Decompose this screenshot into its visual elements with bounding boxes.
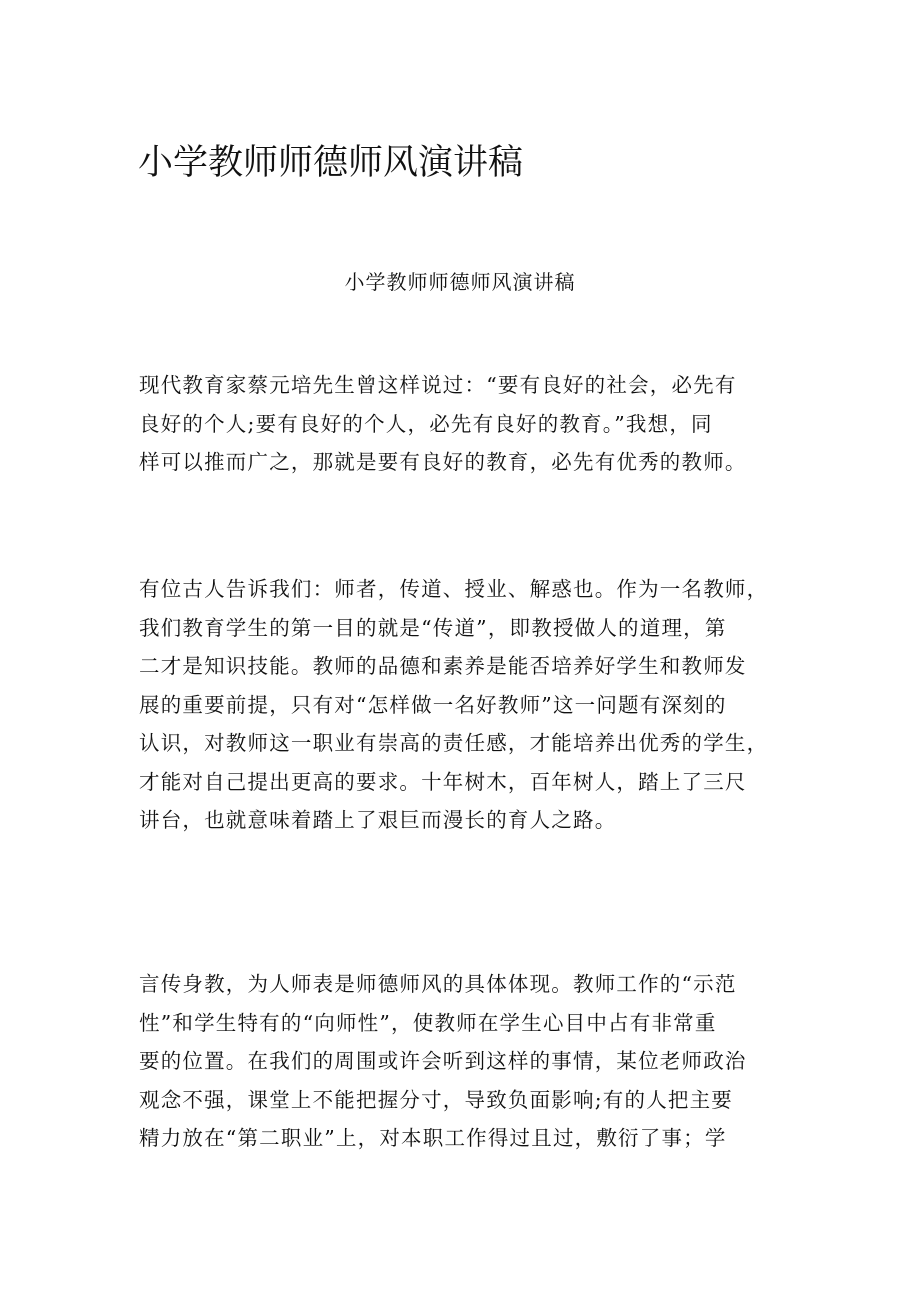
paragraph-line: 才能对自己提出更高的要求。十年树木，百年树人，踏上了三尺 [139,769,747,794]
paragraph-2 [139,570,789,840]
paragraph-line: 观念不强，课堂上不能把握分寸，导致负面影响;有的人把主要 [139,1087,734,1112]
paragraph-line: 讲台，也就意味着踏上了艰巨而漫长的育人之路。 [139,808,617,832]
paragraph-line: 样可以推而广之，那就是要有良好的教育，必先有优秀的教师。 [139,450,747,474]
paragraph-line: 展的重要前提，只有对“怎样做一名好教师”这一问题有深刻的 [139,692,727,717]
document-subtitle: 小学教师师德师风演讲稿 [344,270,576,294]
paragraph-line: 现代教育家蔡元培先生曾这样说过：“要有良好的社会，必先有 [139,373,737,397]
paragraph-1 [139,366,789,482]
paragraph-line: 良好的个人;要有良好的个人，必先有良好的教育。”我想，同 [139,411,713,436]
paragraph-line: 言传身教，为人师表是师德师风的具体体现。教师工作的“示范 [139,972,737,996]
paragraph-line: 性”和学生特有的“向师性”，使教师在学生心目中占有非常重 [139,1010,717,1035]
paragraph-line: 二才是知识技能。教师的品德和素养是能否培养好学生和教师发 [139,654,747,678]
paragraph-3 [139,965,789,1158]
paragraph-line: 我们教育学生的第一目的就是“传道”，即教授做人的道理，第 [139,615,727,640]
document-title: 小学教师师德师风演讲稿 [138,143,524,183]
paragraph-line: 有位古人告诉我们：师者，传道、授业、解惑也。作为一名教师， [139,577,769,601]
paragraph-line: 认识，对教师这一职业有崇高的责任感，才能培养出优秀的学生， [139,731,769,755]
paragraph-line: 精力放在“第二职业”上，对本职工作得过且过，敷衍了事；学 [139,1126,727,1150]
paragraph-line: 要的位置。在我们的周围或许会听到这样的事情，某位老师政治 [139,1049,747,1073]
